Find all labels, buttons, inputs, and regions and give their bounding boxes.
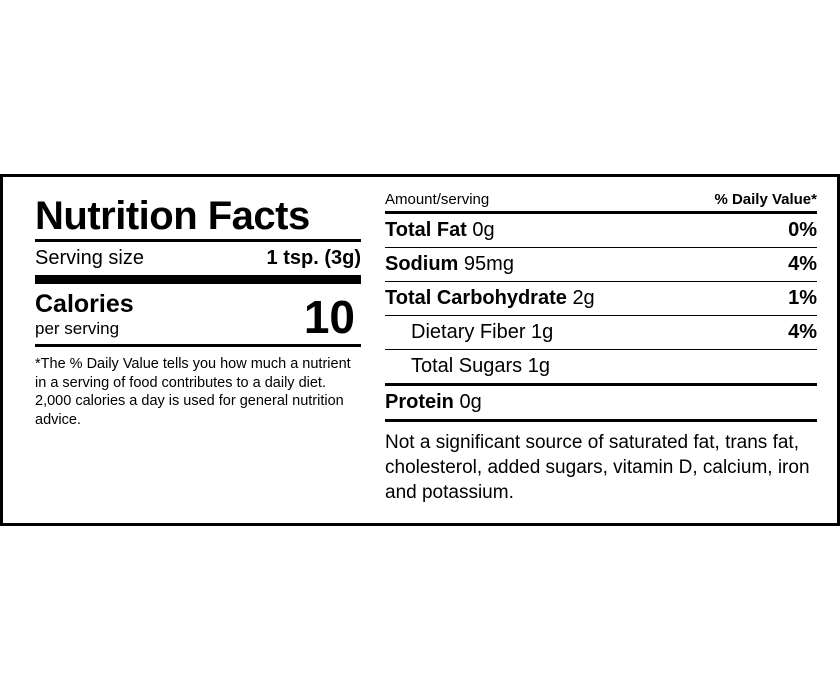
table-row [385, 282, 817, 315]
calories-row [35, 284, 361, 344]
nutrient-name [385, 253, 514, 276]
nutrient-amount: 0g [459, 391, 482, 413]
table-row [385, 350, 817, 383]
daily-value-header-label: % Daily Value* [714, 191, 817, 208]
nutrients-column [371, 185, 829, 515]
nutrient-daily-value: 0% [788, 219, 817, 241]
nutrient-amount: 95mg [463, 253, 514, 275]
calories-sublabel: per serving [35, 319, 120, 338]
nutrient-amount: 0g [472, 219, 495, 241]
serving-size-row [35, 242, 361, 275]
table-row [385, 386, 817, 419]
calories-value: 10 [303, 291, 355, 343]
page-title: Nutrition Facts [35, 194, 310, 238]
nutrients-header [385, 185, 817, 211]
nutrient-amount: 1g [531, 321, 554, 343]
nutrient-name-text: Total Fat [385, 219, 467, 241]
nutrient-daily-value: 4% [788, 253, 817, 275]
nutrient-name-text: Total Sugars [411, 355, 523, 377]
nutrient-amount: 1g [527, 355, 550, 377]
amount-per-serving-label: Amount/serving [385, 191, 490, 208]
table-row [385, 316, 817, 349]
serving-size-label: Serving size [35, 247, 144, 269]
nutrient-name-text: Dietary Fiber [411, 321, 526, 343]
table-row [385, 248, 817, 281]
nutrient-name [385, 355, 550, 378]
nutrient-name [385, 391, 482, 414]
nutrient-name-text: Total Carbohydrate [385, 287, 567, 309]
nutrient-name-text: Sodium [385, 253, 459, 275]
table-row [385, 214, 817, 247]
nutrition-facts-panel [0, 174, 840, 526]
nutrient-daily-value: 4% [788, 321, 817, 343]
nutrient-name [385, 321, 553, 344]
nutrient-daily-value: 1% [788, 287, 817, 309]
calories-label: Calories [35, 290, 134, 318]
serving-size-value: 1 tsp. (3g) [266, 247, 361, 269]
daily-value-footnote: *The % Daily Value tells you how much a nutrient in a serving of food contributes to a daily diet. 2,000 calories a day is used for general nutrition advice. [35, 356, 351, 428]
nutrient-name [385, 219, 495, 242]
nutrition-facts-inner [11, 185, 829, 515]
nutrition-summary-column [11, 185, 371, 515]
nutrient-name-text: Protein [385, 391, 454, 413]
nutrient-name [385, 287, 595, 310]
not-significant-source-text: Not a significant source of saturated fat, trans fat, cholesterol, added sugars, vitamin D, calcium, iron and potassium. [385, 432, 810, 503]
calories-labels [35, 290, 134, 340]
divider-under-serving [35, 275, 361, 284]
nutrient-amount: 2g [572, 287, 595, 309]
